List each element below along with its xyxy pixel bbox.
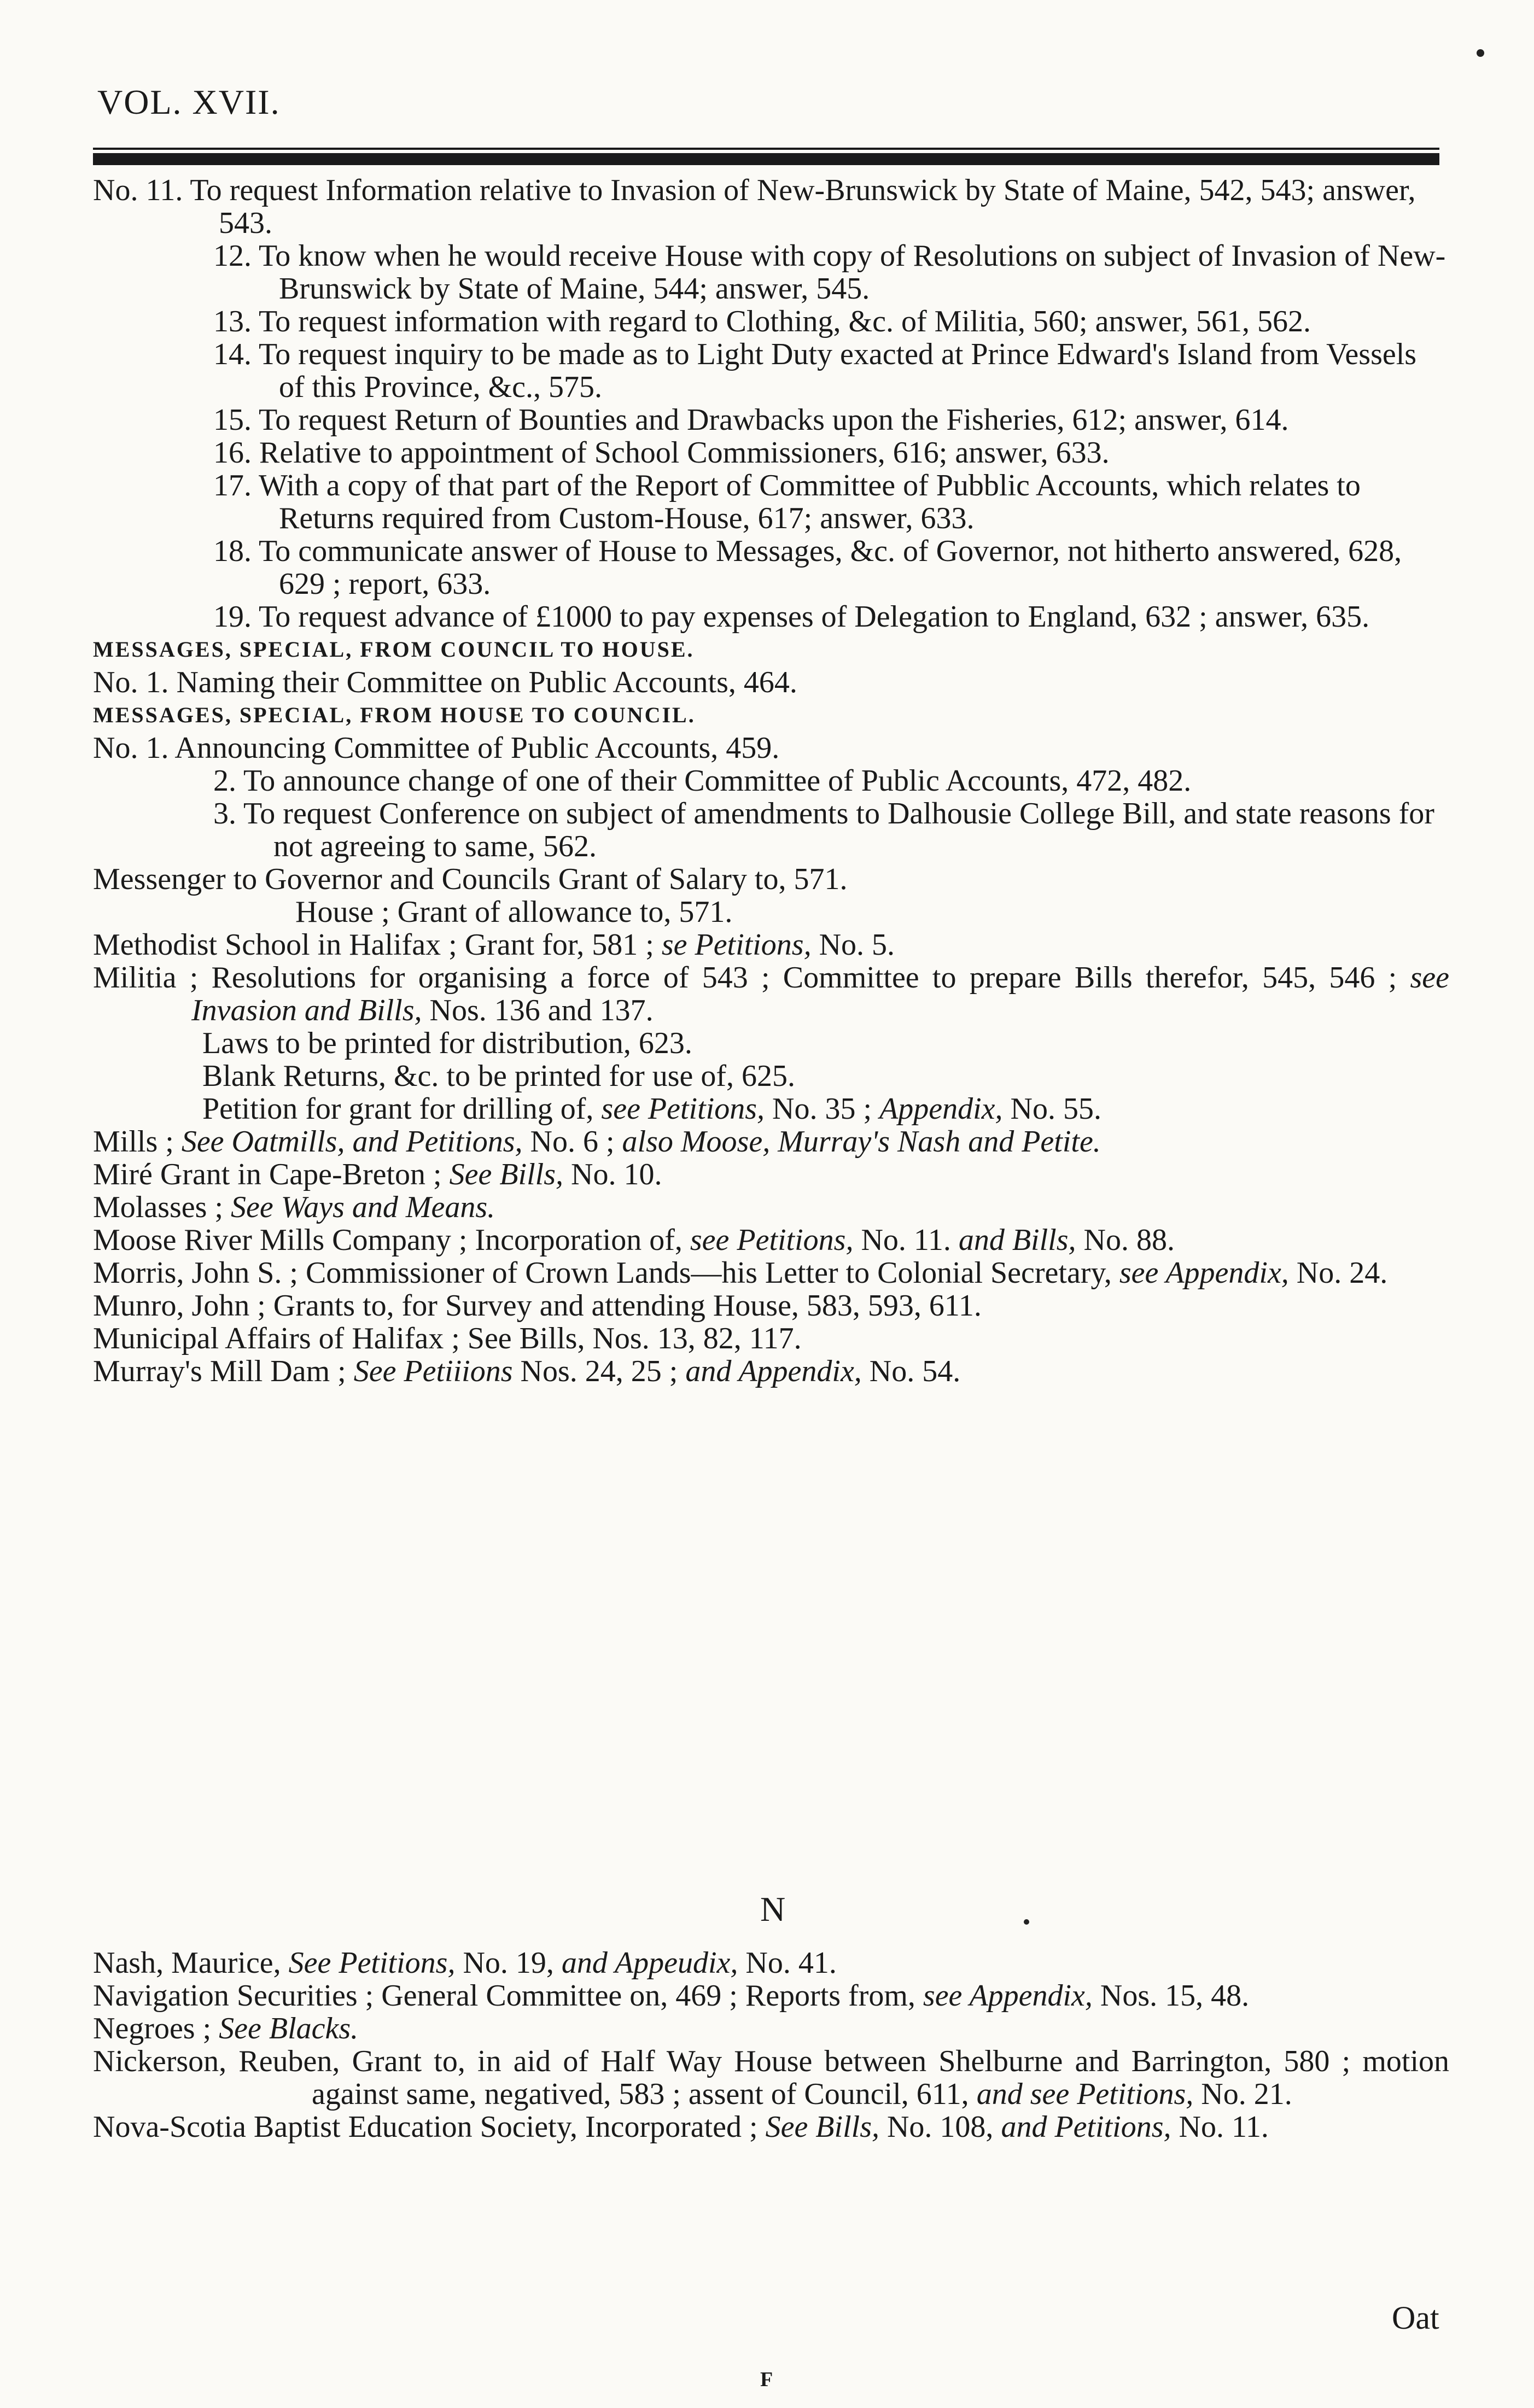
list-item [93, 469, 1449, 535]
entry-text: Petition for grant for drilling of, [202, 1092, 602, 1126]
entry-text: No. 108, [879, 2110, 1001, 2144]
entry-text: No. 10. [563, 1158, 662, 1191]
entry-text: House ; Grant of allowance to, 571. [295, 895, 733, 929]
list-item [93, 436, 1449, 469]
entry-text: Messenger to Governor and Councils Grant of Salary to, 571. [93, 862, 848, 896]
entry-text: Nash, Maurice, [93, 1946, 289, 1980]
list-item [93, 732, 1449, 764]
item-number: 19. [213, 600, 252, 634]
item-number: 18. [213, 534, 252, 568]
entry-text: Nova-Scotia Baptist Education Society, Incorporated ; [93, 2110, 766, 2144]
entry-text: Militia ; Resolutions for organising a force of 543 ; Committee to prepare Bills therefor, 545, 546 ; [93, 961, 1410, 995]
index-entry-nash [93, 1947, 1449, 1979]
entry-text: No. 41. [738, 1946, 837, 1980]
item-text: To request Return of Bounties and Drawbacks upon the Fisheries, 612; answer, 614. [259, 403, 1289, 437]
cross-reference: See Petitions, [288, 1946, 456, 1980]
entry-text: No. 24. [1288, 1256, 1388, 1290]
index-entry-murray [93, 1355, 1449, 1388]
entry-text: Negroes ; [93, 2012, 219, 2045]
index-entry-nickerson [93, 2045, 1449, 2111]
list-item [93, 404, 1449, 436]
index-subentry [93, 1092, 1449, 1125]
index-subentry [93, 896, 1449, 928]
index-entry-morris [93, 1256, 1449, 1289]
list-item [93, 174, 1449, 239]
item-text: Naming their Committee on Public Accounts, 464. [176, 665, 797, 699]
entry-text: No. 21. [1193, 2077, 1292, 2111]
index-column-n [93, 1947, 1449, 2143]
index-entry-militia [93, 961, 1449, 1027]
list-item [93, 535, 1449, 600]
ink-speck [1477, 49, 1484, 57]
entry-text: Methodist School in Halifax ; Grant for, 581 ; [93, 928, 662, 962]
entry-text: Nickerson, Reuben, Grant to, in aid of Half Way House between Shelburne and Barrington, 580 ; motion against same, negatived, 583 ; assent of Council, 611, [93, 2044, 1449, 2111]
header-rule-thick [93, 153, 1439, 165]
list-item [93, 797, 1449, 863]
index-entry-mire [93, 1158, 1449, 1191]
entry-text: No. 54. [861, 1354, 961, 1388]
signature-mark: F [760, 2368, 773, 2391]
index-entry-mills [93, 1125, 1449, 1158]
item-text: To announce change of one of their Committee of Public Accounts, 472, 482. [243, 764, 1192, 798]
list-item [93, 305, 1449, 338]
cross-reference: See Petiiions [353, 1354, 513, 1388]
index-entry-methodist [93, 928, 1449, 961]
entry-text: Nos. 136 and 137. [422, 993, 654, 1027]
item-number: 16. [213, 436, 252, 470]
index-entry-nova-scotia [93, 2111, 1449, 2143]
entry-text: Murray's Mill Dam ; [93, 1354, 354, 1388]
cross-reference: and Bills, [958, 1223, 1076, 1257]
index-column-m [93, 174, 1449, 1388]
item-text: To request Information relative to Invasion of New-Brunswick by State of Maine, 542, 543; answer, 543. [190, 173, 1416, 240]
item-number: 13. [213, 305, 252, 338]
item-number: 12. [213, 239, 252, 273]
index-entry-municipal [93, 1322, 1449, 1355]
index-entry-munro [93, 1289, 1449, 1322]
item-text: To request Conference on subject of amendments to Dalhousie College Bill, and state reasons for not agreeing to same, 562. [243, 797, 1434, 863]
entry-text: No. 5. [811, 928, 895, 962]
entry-text: Mills ; [93, 1125, 182, 1159]
item-number: No. 1. [93, 665, 169, 699]
index-entry-molasses [93, 1191, 1449, 1224]
item-number: 14. [213, 337, 252, 371]
item-number: 2. [213, 764, 236, 798]
entry-text: No. 11. [1171, 2110, 1269, 2144]
index-entry-negroes [93, 2012, 1449, 2045]
item-text: To request inquiry to be made as to Light Duty exacted at Prince Edward's Island from Vessels of this Province, &c., 575. [259, 337, 1417, 404]
list-item [93, 666, 1449, 699]
item-text: To request advance of £1000 to pay expenses of Delegation to England, 632 ; answer, 635. [259, 600, 1370, 634]
catchword: Oat [1392, 2300, 1439, 2336]
entry-text: Laws to be printed for distribution, 623. [202, 1026, 692, 1060]
entry-text: No. 55. [1002, 1092, 1101, 1126]
item-number: No. 1. [93, 731, 169, 765]
cross-reference: and Appendix, [685, 1354, 862, 1388]
entry-text: Navigation Securities ; General Committee on, 469 ; Reports from, [93, 1979, 923, 2013]
entry-text: Molasses ; [93, 1190, 231, 1224]
cross-reference: see Appendix, [923, 1979, 1093, 2013]
index-subentry [93, 1027, 1449, 1060]
list-item [93, 600, 1449, 633]
cross-reference: and see Petitions, [976, 2077, 1194, 2111]
item-text: Relative to appointment of School Commissioners, 616; answer, 633. [259, 436, 1110, 470]
cross-reference: See Bills, [449, 1158, 563, 1191]
cross-reference: See Oatmills, and Petitions, [181, 1125, 523, 1159]
item-text: Announcing Committee of Public Accounts, 459. [174, 731, 780, 765]
cross-reference: also Moose, Murray's Nash and Petite. [622, 1125, 1101, 1159]
header-rule-thin [93, 148, 1439, 150]
cross-reference: See Bills, [765, 2110, 879, 2144]
item-number: No. 11. [93, 173, 183, 207]
entry-text: Munro, John ; Grants to, for Survey and attending House, 583, 593, 611. [93, 1289, 982, 1323]
item-text: To know when he would receive House with copy of Resolutions on subject of Invasion of New-Brunswick by State of Maine, 544; answer, 545. [259, 239, 1446, 306]
item-number: 3. [213, 797, 236, 831]
item-number: 17. [213, 469, 252, 502]
ink-speck [1024, 1919, 1029, 1925]
entry-text: No. 11. [853, 1223, 959, 1257]
subheading-council-to-house: MESSAGES, SPECIAL, FROM COUNCIL TO HOUSE. [93, 637, 695, 662]
item-text: With a copy of that part of the Report of Committee of Pubblic Accounts, which relates to Returns required from Custom-House, 617; answer, 633. [259, 469, 1361, 535]
item-text: To communicate answer of House to Messages, &c. of Governor, not hitherto answered, 628, 629 ; report, 633. [259, 534, 1402, 601]
entry-text: No. 35 ; [765, 1092, 880, 1126]
index-entry-navigation [93, 1979, 1449, 2012]
entry-text: Nos. 24, 25 ; [512, 1354, 686, 1388]
entry-text: Blank Returns, &c. to be printed for use of, 625. [202, 1059, 796, 1093]
cross-reference: See Blacks. [219, 2012, 359, 2045]
subheading-house-to-council: MESSAGES, SPECIAL, FROM HOUSE TO COUNCIL. [93, 703, 696, 727]
entry-text: Municipal Affairs of Halifax ; See Bills, Nos. 13, 82, 117. [93, 1322, 802, 1355]
cross-reference: Petitions, [687, 928, 812, 962]
cross-reference: see Appendix, [1119, 1256, 1289, 1290]
index-entry-moose [93, 1224, 1449, 1256]
cross-reference: See Ways and Means. [231, 1190, 495, 1224]
cross-reference: and Petitions, [1001, 2110, 1171, 2144]
cross-reference: see Petitions, [690, 1223, 854, 1257]
cross-reference: see Petitions, [601, 1092, 765, 1126]
list-item [93, 338, 1449, 404]
item-number: 15. [213, 403, 252, 437]
entry-text: Moose River Mills Company ; Incorporation of, [93, 1223, 690, 1257]
cross-reference: se [661, 928, 687, 962]
entry-text: No. 19, [455, 1946, 562, 1980]
entry-text: No. 6 ; [522, 1125, 622, 1159]
section-letter: N [760, 1890, 786, 1928]
running-head: VOL. XVII. [97, 83, 281, 121]
entry-text: Miré Grant in Cape-Breton ; [93, 1158, 450, 1191]
entry-text: Morris, John S. ; Commissioner of Crown Lands—his Letter to Colonial Secretary, [93, 1256, 1119, 1290]
entry-text: No. 88. [1076, 1223, 1175, 1257]
cross-reference: and Appeudix, [561, 1946, 738, 1980]
index-entry-messenger [93, 863, 1449, 896]
index-subentry [93, 1060, 1449, 1092]
list-item [93, 239, 1449, 305]
entry-text: Nos. 15, 48. [1092, 1979, 1250, 2013]
cross-reference: see Invasion and Bills, [191, 961, 1449, 1027]
cross-reference: Appendix, [879, 1092, 1003, 1126]
list-item [93, 764, 1449, 797]
item-text: To request information with regard to Clothing, &c. of Militia, 560; answer, 561, 562. [259, 305, 1311, 338]
